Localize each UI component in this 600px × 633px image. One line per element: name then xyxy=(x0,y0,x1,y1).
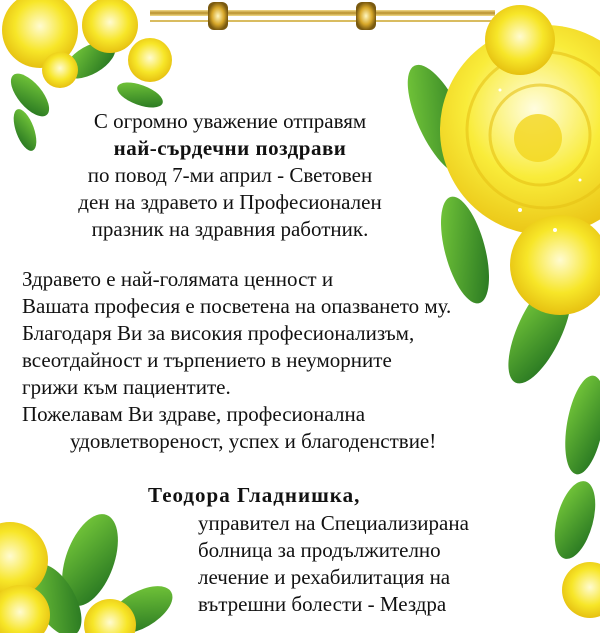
greeting-line: ден на здравето и Професионален xyxy=(78,190,382,214)
signature-title-line: вътрешни болести - Мездра xyxy=(198,592,447,616)
body-line: Пожелавам Ви здраве, професионална xyxy=(22,402,366,426)
body-line: Здравето е най-голямата ценност и xyxy=(22,267,334,291)
body-line: Благодаря Ви за високия професионализъм, xyxy=(22,321,415,345)
signature-title xyxy=(198,510,469,618)
greeting-line: С огромно уважение отправям xyxy=(93,109,367,133)
greeting-text xyxy=(0,108,460,243)
signature-title-line: лечение и рехабилитация на xyxy=(198,565,451,589)
signature-title-line: управител на Специализирана xyxy=(198,511,469,535)
signature-name: Теодора Гладнишка, xyxy=(148,483,361,507)
greeting-line: празник на здравния работник. xyxy=(91,217,369,241)
jewel-ornament-icon xyxy=(356,2,376,30)
greeting-line: по повод 7-ми април - Световен xyxy=(87,163,373,187)
body-line: всеотдайност и търпението в неуморните xyxy=(22,348,392,372)
signature-title-line: болница за продължително xyxy=(198,538,441,562)
jewel-ornament-icon xyxy=(208,2,228,30)
body-line: удовлетвореност, успех и благоденствие! xyxy=(70,429,437,453)
body-line: грижи към пациентите. xyxy=(22,375,231,399)
message-body xyxy=(22,266,451,455)
body-line: Вашата професия е посветена на опазването му. xyxy=(22,294,452,318)
greeting-emphasis: най-сърдечни поздрави xyxy=(113,136,347,160)
